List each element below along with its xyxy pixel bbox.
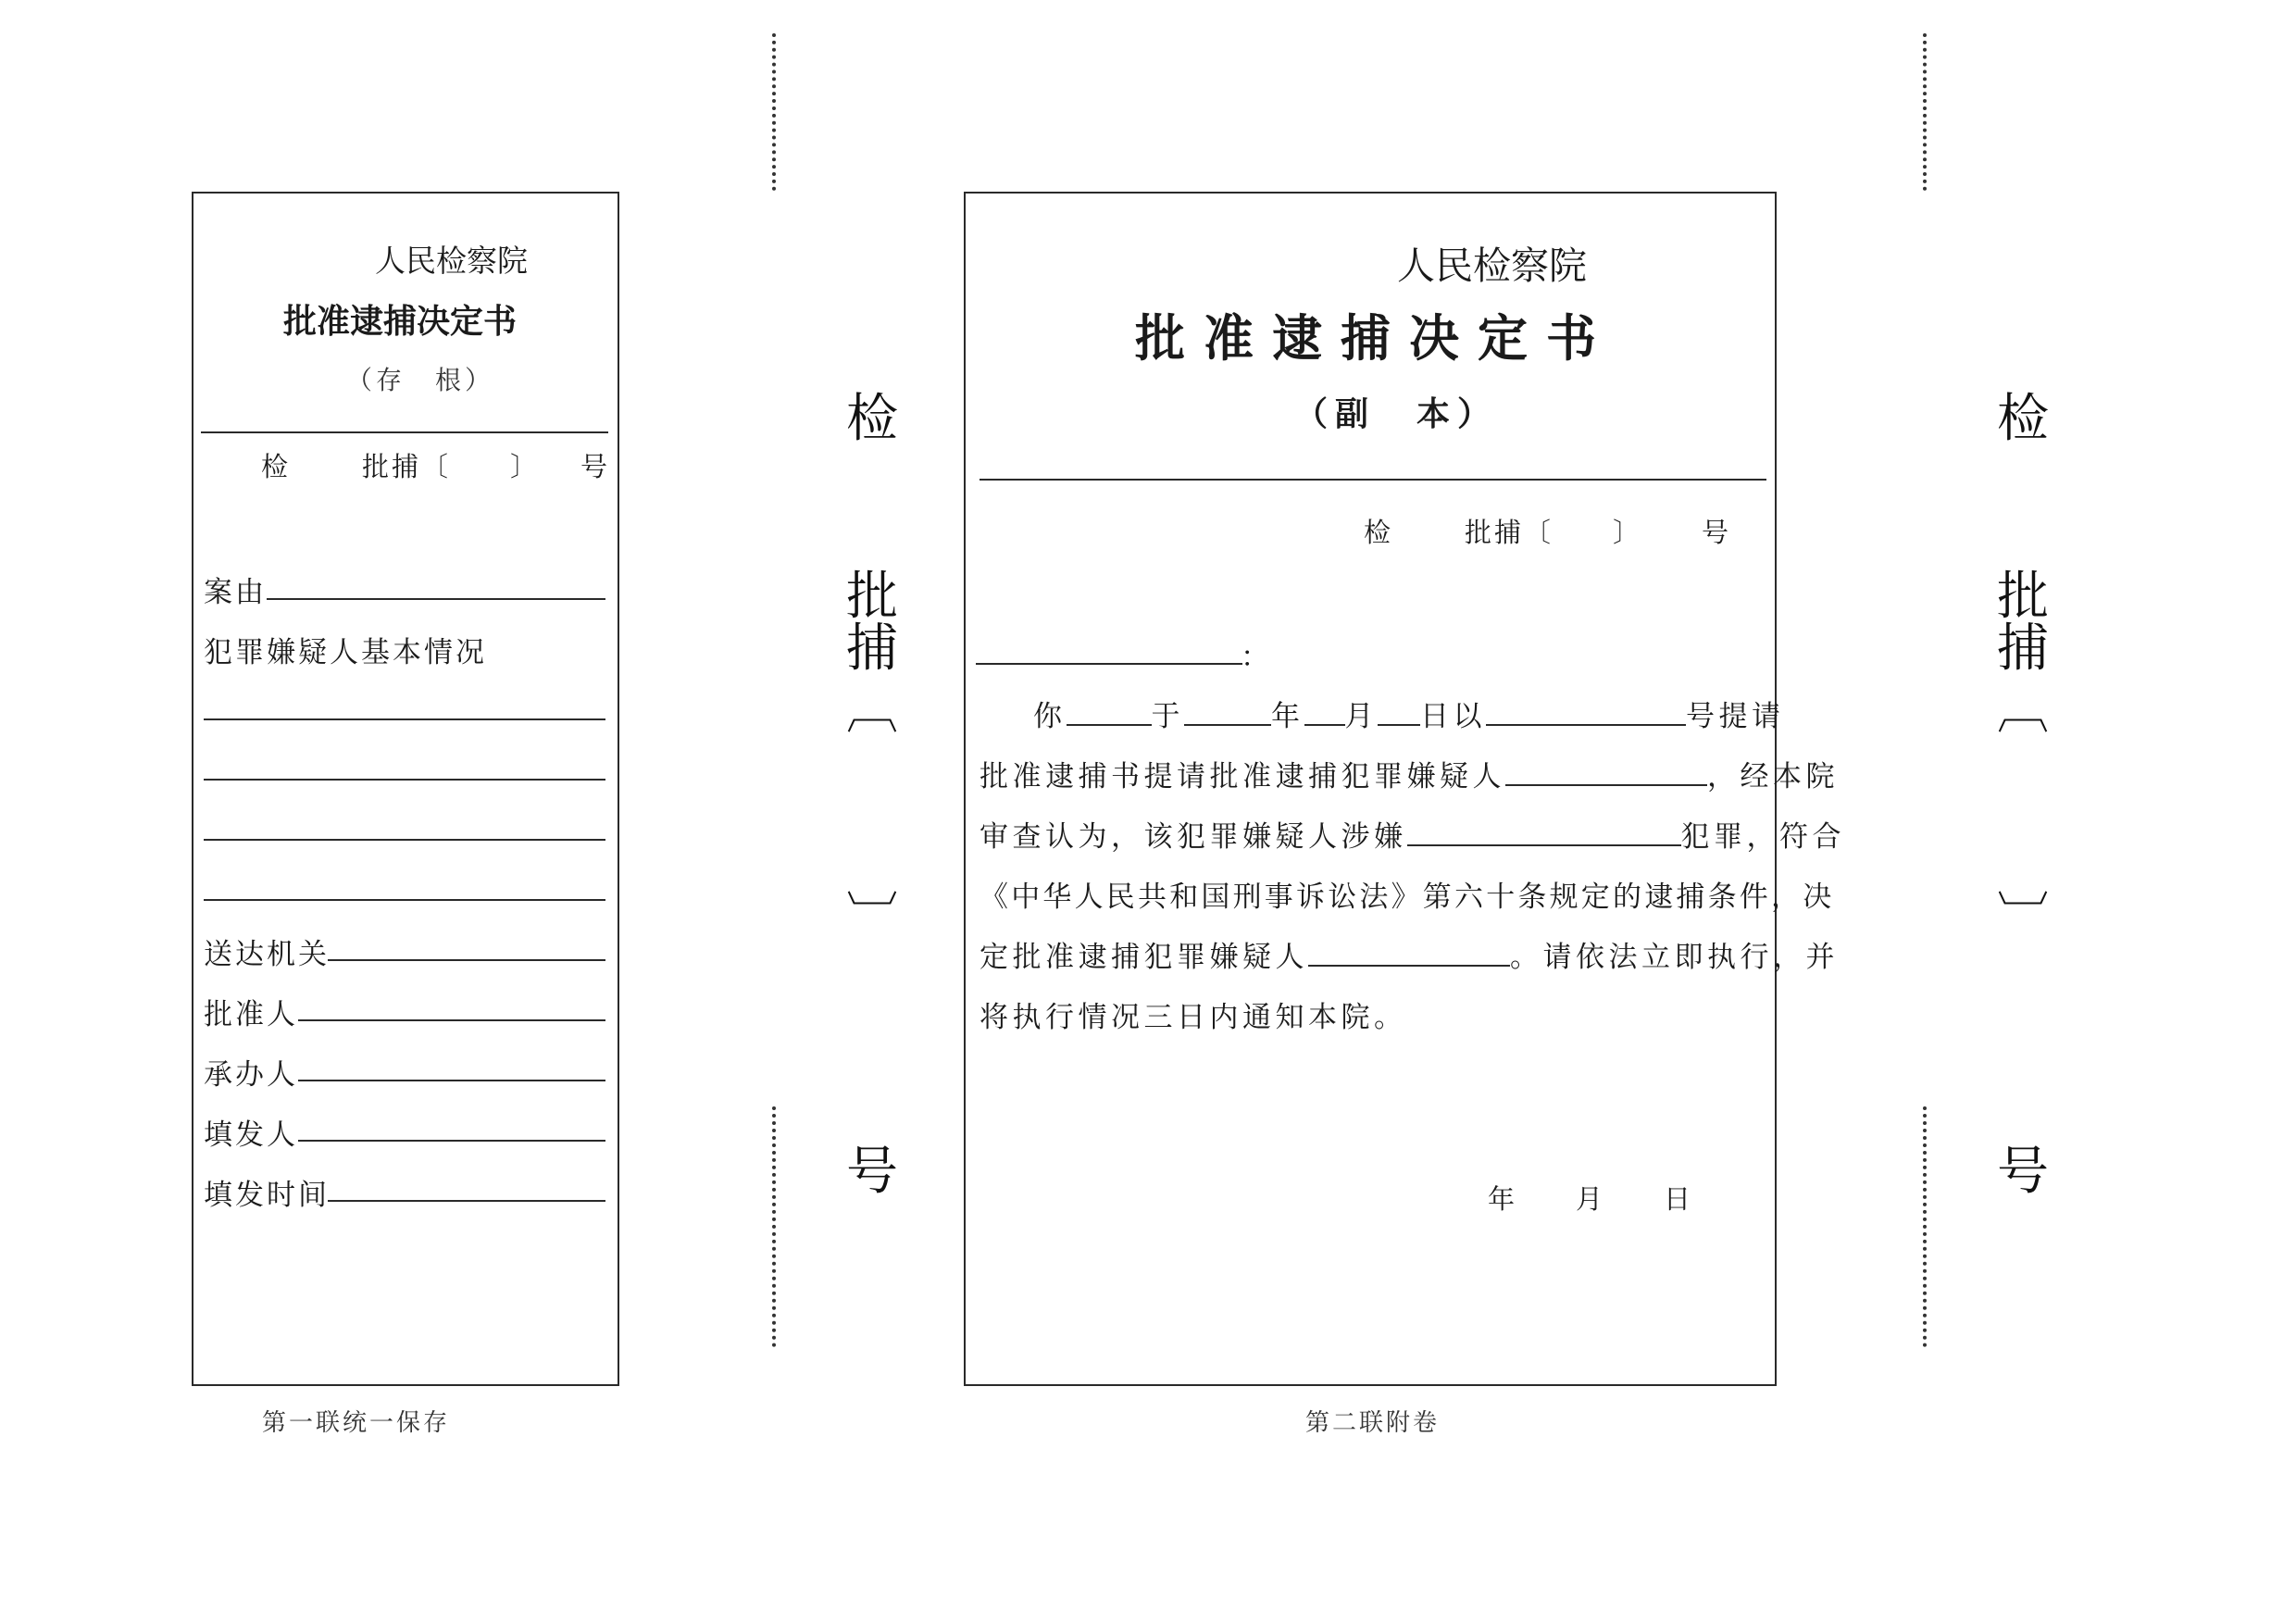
copy-blank-day <box>1378 696 1420 726</box>
stub-subtitle: （存 根） <box>346 365 495 395</box>
copy-date-nian: 年 <box>1488 1183 1516 1215</box>
copy-blank-person <box>1067 696 1152 726</box>
copy-body-line-3 <box>980 813 1845 855</box>
copy-body-l5-a: 定批准逮捕犯罪嫌疑人 <box>980 941 1308 974</box>
copy-body-l1-nian: 年 <box>1271 700 1304 733</box>
copy-subtitle: （副 本） <box>1294 394 1499 433</box>
copy-body-line-5 <box>980 933 1839 975</box>
copy-body-l2-a: 批准逮捕书提请批准逮捕犯罪嫌疑人 <box>980 760 1505 793</box>
stub-docno-pibu: 批捕〔 〕 <box>362 451 541 482</box>
seam-right-jian: 检 <box>1997 389 2049 449</box>
copy-body-line-4: 《中华人民共和国刑事诉讼法》第六十条规定的逮捕条件，决 <box>980 881 1835 914</box>
copy-body-l2-b: ，经本院 <box>1707 760 1839 793</box>
seam-left-pi: 批 <box>846 567 898 627</box>
seam-left-bracket-open: ︹ <box>846 681 898 741</box>
seam-left-bu: 捕 <box>846 618 898 679</box>
stub-tianfaren-line <box>298 1140 605 1142</box>
copy-body-line-6: 将执行情况三日内通知本院。 <box>980 1001 1407 1034</box>
copy-footer: 第二联附卷 <box>1305 1409 1441 1437</box>
copy-divider <box>980 479 1766 481</box>
copy-body-l3-a: 审查认为，该犯罪嫌疑人涉嫌 <box>980 820 1407 854</box>
stub-songda-label: 送达机关 <box>204 938 330 971</box>
copy-title: 批准逮捕决定书 <box>1135 308 1615 368</box>
copy-addressee-colon: ： <box>1241 641 1269 674</box>
copy-body-l1-yu: 于 <box>1151 700 1184 733</box>
stub-title: 批准逮捕决定书 <box>283 302 518 341</box>
seam-right-bracket-open: ︹ <box>1997 681 2049 741</box>
stub-tianfashijian-label: 填发时间 <box>204 1179 330 1212</box>
seam-left-bracket-close: ︺ <box>846 888 898 948</box>
seam-left-dots-top <box>772 33 776 191</box>
copy-blank-suspect-1 <box>1505 756 1707 786</box>
seam-right-hao: 号 <box>1997 1142 2049 1202</box>
stub-footer: 第一联统一保存 <box>262 1409 451 1437</box>
stub-tianfashijian-line <box>328 1200 605 1202</box>
stub-suspect-info-label: 犯罪嫌疑人基本情况 <box>204 636 487 669</box>
copy-date-yue: 月 <box>1576 1183 1603 1215</box>
copy-docno-jian: 检 <box>1364 517 1391 548</box>
copy-body-line-2 <box>980 753 1839 794</box>
stub-anyou-line <box>267 598 605 600</box>
copy-org: 人民检察院 <box>1397 244 1587 288</box>
copy-body-l1-you: 你 <box>1033 700 1067 733</box>
copy-blank-suspect-2 <box>1308 937 1510 967</box>
copy-addressee-line <box>976 663 1242 665</box>
seam-left-dots-bottom <box>772 1106 776 1347</box>
copy-blank-crime <box>1407 817 1681 846</box>
copy-date-ri: 日 <box>1664 1183 1691 1215</box>
stub-pizhunren-line <box>298 1019 605 1021</box>
stub-org: 人民检察院 <box>375 243 528 279</box>
stub-tianfaren-label: 填发人 <box>204 1118 298 1152</box>
stub-songda-line <box>328 959 605 961</box>
copy-body-l3-b: 犯罪，符合 <box>1680 820 1845 854</box>
seam-right-dots-top <box>1923 33 1927 191</box>
copy-blank-month <box>1304 696 1345 726</box>
seam-right-bu: 捕 <box>1997 618 2049 679</box>
stub-divider <box>201 431 608 433</box>
stub-suspect-line-2 <box>204 779 605 781</box>
stub-chengbanren-line <box>298 1080 605 1081</box>
seam-right-bracket-close: ︺ <box>1997 888 2049 948</box>
copy-body-l1-riyi: 日以 <box>1420 700 1486 733</box>
seam-right-pi: 批 <box>1997 567 2049 627</box>
stub-docno-hao: 号 <box>580 451 608 482</box>
copy-docno-hao: 号 <box>1702 517 1729 548</box>
seam-left-hao: 号 <box>846 1142 898 1202</box>
stub-suspect-line-3 <box>204 839 605 841</box>
copy-blank-year <box>1184 696 1271 726</box>
stub-suspect-line-4 <box>204 899 605 901</box>
stub-suspect-line-1 <box>204 718 605 720</box>
stub-pizhunren-label: 批准人 <box>204 998 298 1031</box>
stub-chengbanren-label: 承办人 <box>204 1058 298 1092</box>
seam-right-dots-bottom <box>1923 1106 1927 1347</box>
stub-docno-jian: 检 <box>261 451 289 482</box>
copy-body-line-1 <box>980 693 1785 734</box>
stub-anyou-label: 案由 <box>204 576 267 609</box>
copy-body-l1-haotiqing: 号提请 <box>1686 700 1785 733</box>
copy-body-l1-yue: 月 <box>1344 700 1378 733</box>
copy-blank-docno <box>1486 696 1686 726</box>
seam-left-jian: 检 <box>846 389 898 449</box>
copy-docno-pibu: 批捕〔 〕 <box>1465 517 1643 548</box>
copy-body-l5-b: 。请依法立即执行，并 <box>1510 941 1839 974</box>
